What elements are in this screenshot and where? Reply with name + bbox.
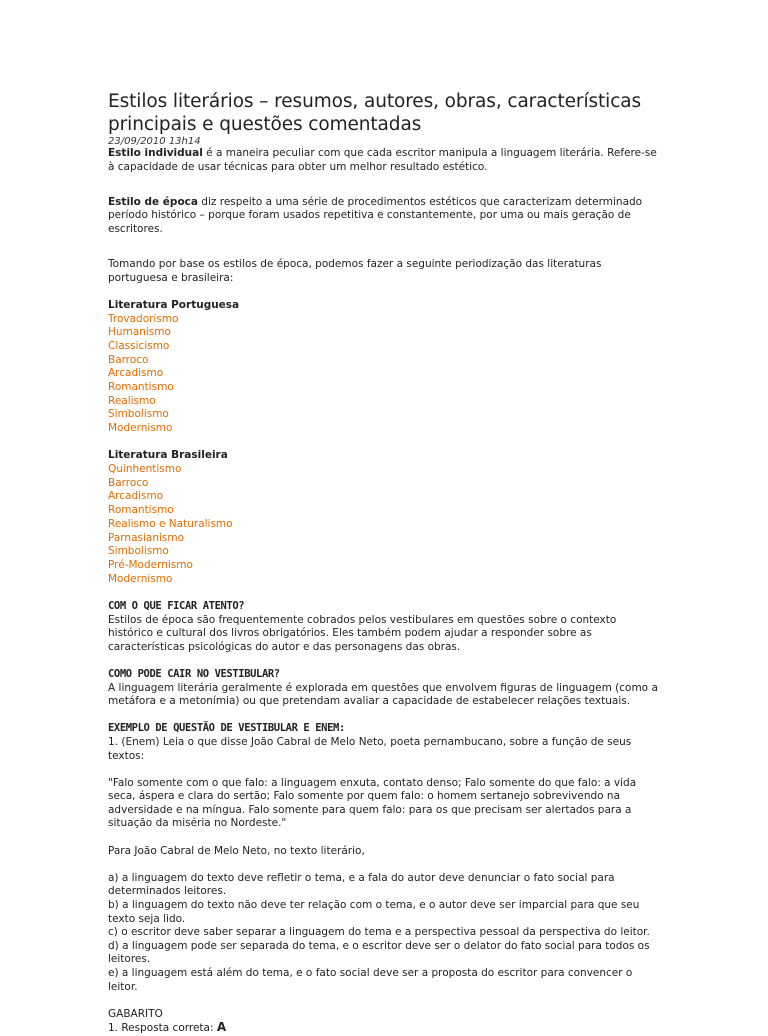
gabarito-label: 1. Resposta correta: [108,1022,217,1035]
link-simbolismo[interactable]: Simbolismo [108,408,169,421]
section-title-cair: COMO PODE CAIR NO VESTIBULAR? [108,667,280,680]
link-barroco[interactable]: Barroco [108,353,149,366]
option-a: a) a linguagem do texto deve refletir o tema, e a fala do autor deve denunciar o fato social para determinados leitores. [108,871,615,898]
link-romantismo[interactable]: Romantismo [108,381,174,394]
link-quinhentismo[interactable]: Quinhentismo [108,463,182,476]
link-romantismo-br[interactable]: Romantismo [108,504,174,517]
paragraph-periodizacao: Tomando por base os estilos de época, podemos fazer a seguinte periodização das literaturas portuguesa e brasileira: [108,258,602,284]
paragraph-cair: A linguagem literária geralmente é explorada em questões que envolvem figuras de linguagem (como a metáfora e a metonímia) ou que pretendam avaliar a capacidade de estabelecer relações textuais. [108,681,658,708]
link-parnasianismo[interactable]: Parnasianismo [108,531,185,544]
link-modernismo-br[interactable]: Modernismo [108,572,173,585]
link-humanismo[interactable]: Humanismo [108,326,171,339]
section-title-brasileira: Literatura Brasileira [108,449,228,462]
option-c: c) o escritor deve saber separar a linguagem do tema e a perspectiva pessoal da perspectiva do leitor. [108,926,650,939]
link-modernismo[interactable]: Modernismo [108,422,173,435]
gabarito-title: GABARITO [108,1007,163,1020]
paragraph-estilo-epoca [108,196,660,237]
link-trovadorismo[interactable]: Trovadorismo [108,312,179,325]
section-title-atento: COM O QUE FICAR ATENTO? [108,599,245,612]
list-portuguesa [108,313,660,436]
option-d: d) a linguagem pode ser separada do tema, e o escritor deve ser o delator do fato social para todos os leitores. [108,939,650,966]
link-pre-modernismo[interactable]: Pré-Modernismo [108,558,193,571]
question-intro: 1. (Enem) Leia o que disse João Cabral de Melo Neto, poeta pernambucano, sobre a função de seus textos: [108,735,632,762]
paragraph-estilo-individual [108,147,660,174]
term-estilo-epoca: Estilo de época [108,195,198,208]
gabarito-answer: A [216,1020,227,1035]
link-arcadismo-br[interactable]: Arcadismo [108,490,164,503]
definition-estilo-epoca: diz respeito a uma série de procedimentos estéticos que caracterizam determinado período histórico – porque foram usados repetitiva e constantemente, por uma ou mais geração de escritores. [108,195,643,235]
link-realismo-naturalismo[interactable]: Realismo e Naturalismo [108,517,233,530]
link-simbolismo-br[interactable]: Simbolismo [108,545,169,558]
question-stem: Para João Cabral de Melo Neto, no texto literário, [108,844,365,857]
term-estilo-individual: Estilo individual [108,147,203,159]
link-arcadismo[interactable]: Arcadismo [108,367,164,380]
list-brasileira [108,463,660,586]
question-quote: "Falo somente com o que falo: a linguagem enxuta, contato denso; Falo somente do que falo: a vida seca, áspera e clara do sertão; Falo somente por quem falo: o homem sertanejo sobrevivendo na adversidade e na míngua. Falo somente para quem falo: para os que precisam ser alertados para a situação da miséria no Nordeste." [108,776,637,830]
publish-date: 23/09/2010 13h14 [108,136,201,147]
option-e: e) a linguagem está além do tema, e o fato social deve ser a proposta do escritor para convencer o leitor. [108,967,633,993]
section-title-exemplo: EXEMPLO DE QUESTÃO DE VESTIBULAR E ENEM: [108,722,345,735]
page-title: Estilos literários – resumos, autores, obras, características principais e questões comentadas [108,91,642,135]
definition-estilo-individual: é a maneira peculiar com que cada escritor manipula a linguagem literária. Refere-se à capacidade de usar técnicas para obter um melhor resultado estético. [108,147,657,173]
link-classicismo[interactable]: Classicismo [108,339,170,352]
link-barroco-br[interactable]: Barroco [108,476,149,489]
paragraph-atento: Estilos de época são frequentemente cobrados pelos vestibulares em questões sobre o contexto histórico e cultural dos livros obrigatórios. Eles também podem ajudar a responder sobre as características psicológicas do autor e das personagens das obras. [108,613,617,653]
option-b: b) a linguagem do texto não deve ter relação com o tema, e o autor deve ser imparcial para que seu texto seja lido. [108,899,640,925]
section-title-portuguesa: Literatura Portuguesa [108,298,240,311]
link-realismo[interactable]: Realismo [108,394,156,407]
